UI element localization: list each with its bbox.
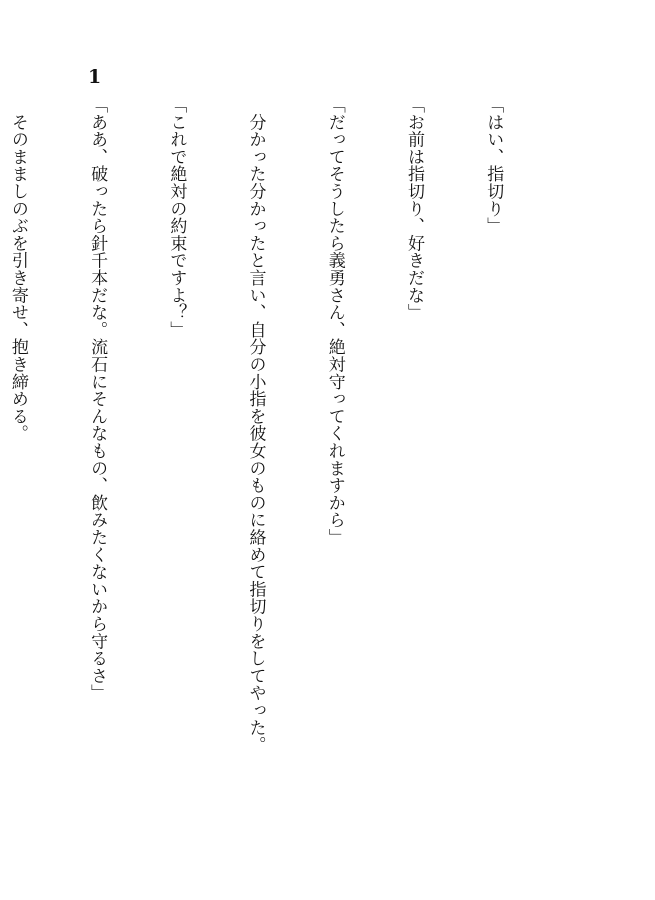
- text-line: 分かった分かったと言い、自分の小指を彼女のものに絡めて指切りをしてやった。: [245, 96, 266, 754]
- text-line: 「ああ、破ったら針千本だな。流石にそんなもの、飲みたくないから守るさ」: [87, 96, 108, 702]
- text-line: 「はい、指切り」: [483, 96, 504, 235]
- page-number: 1: [88, 66, 102, 88]
- text-line: そのまましのぶを引き寄せ、抱き締める。: [7, 96, 28, 442]
- vertical-text-block: [0, 96, 559, 856]
- text-line: 「だってそうしたら義勇さん、絶対守ってくれますから」: [324, 96, 345, 546]
- text-line: 「お前は指切り、好きだな」: [403, 96, 424, 321]
- text-line: 「これで絶対の約束ですよ？」: [166, 96, 187, 339]
